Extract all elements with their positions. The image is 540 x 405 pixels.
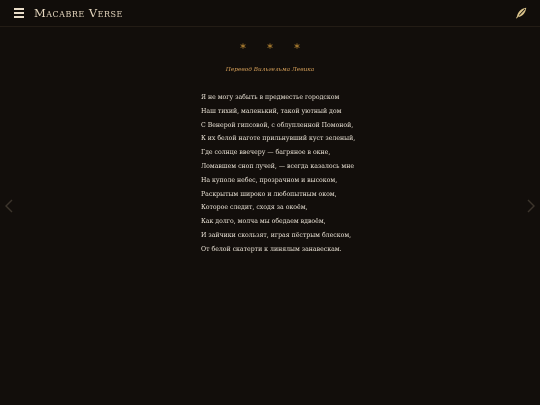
poem-line: Где солнце ввечеру — багряное в окне, [201,149,331,157]
poem-line: Наш тихий, маленький, такой уютный дом [201,107,342,115]
chevron-right-icon[interactable] [526,199,536,213]
poem-line: Ломавшем сноп лучей, — всегда казалось мне [201,162,355,170]
section-ornament: * * * [240,42,309,55]
app-header [0,0,540,27]
poem-line: Которое следит, сходя за окоём, [201,204,308,212]
translator-credit: Перевод Вильгельма Левика [225,67,315,73]
poem-line: От белой скатерти к линялым занавескам. [201,245,342,253]
poem-line: И зайчики скользят, играя пёстрым блеском, [201,231,352,239]
poem-line: На куполе небес, прозрачном и высоком, [201,176,338,184]
hamburger-menu-icon[interactable] [14,8,24,18]
poem-line: К их белой наготе прильнувший куст зеленый, [201,135,356,143]
chevron-left-icon[interactable] [4,199,14,213]
poem-line: Я не могу забыть в предместье городском [201,94,340,101]
poem-body [201,91,401,257]
poem-line: Как долго, молча мы обедаем вдвоём, [201,218,326,226]
quill-feather-icon[interactable] [514,6,528,20]
app-title[interactable]: Macabre Verse [34,6,123,20]
poem-line: Раскрытым широко и любопытным оком, [201,190,337,198]
poem-line: С Венерой гипсовой, с облупленной Помоной, [201,121,354,129]
